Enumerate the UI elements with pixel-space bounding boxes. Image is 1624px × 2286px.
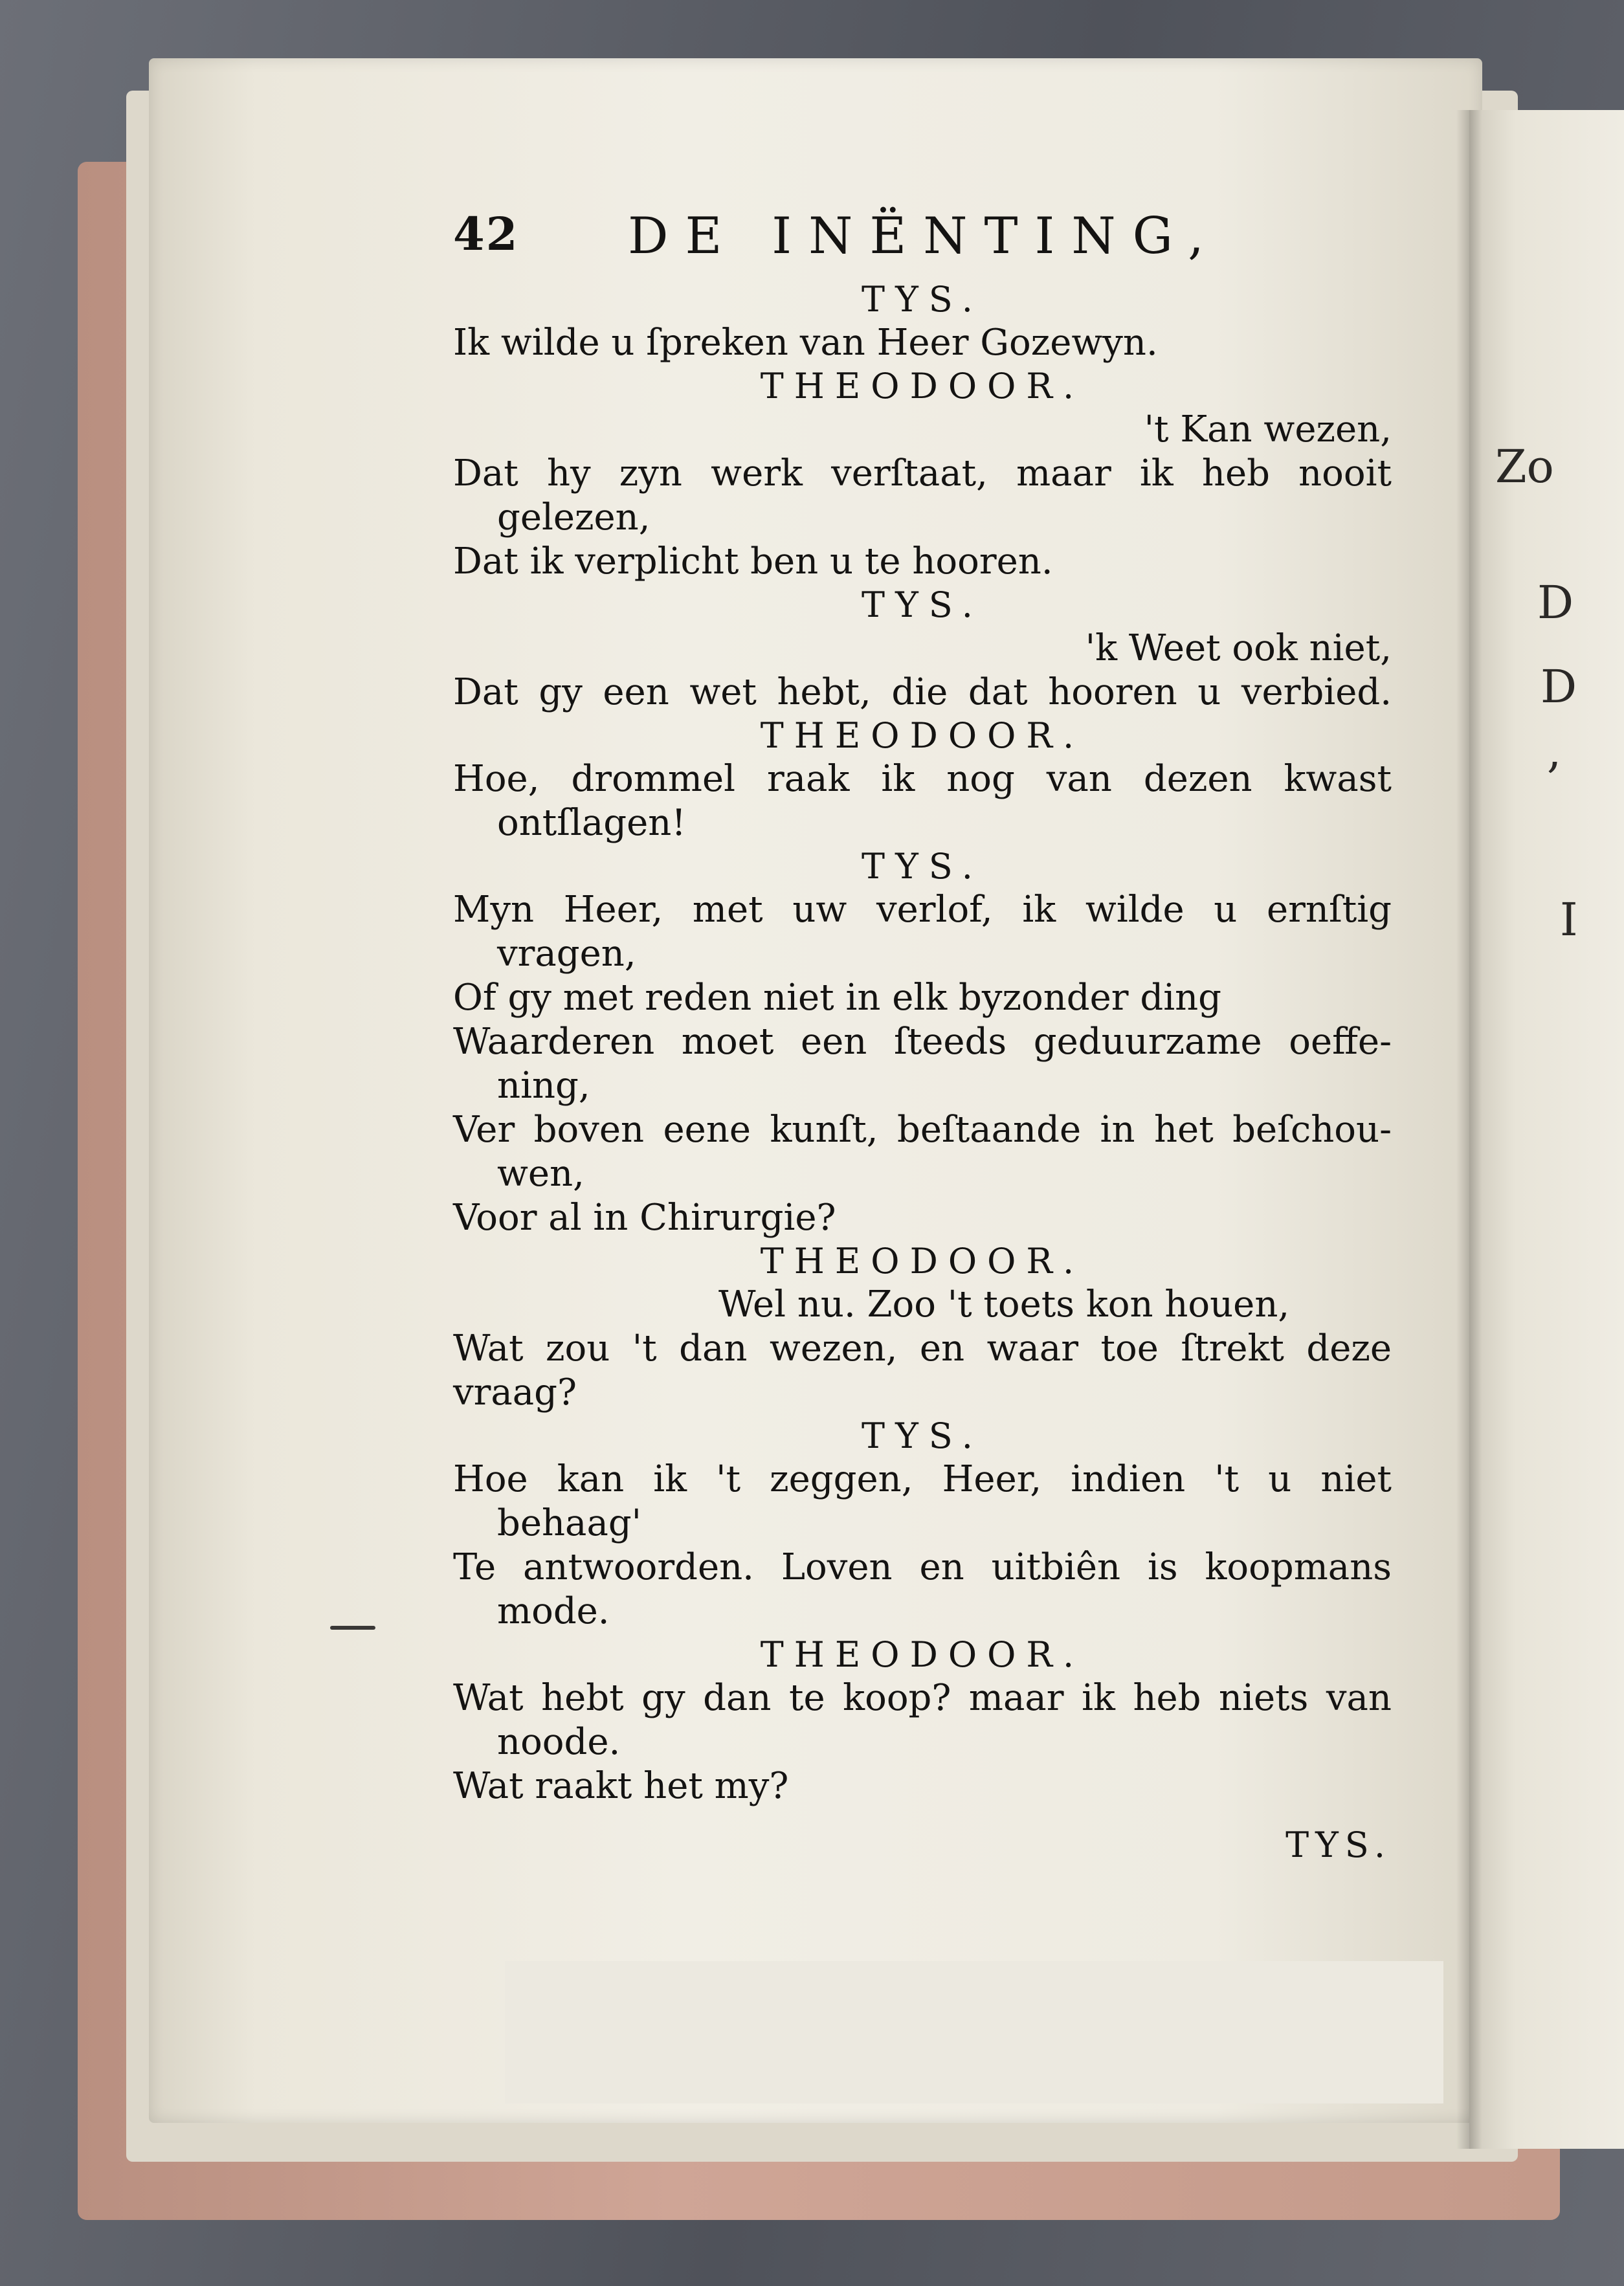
verse-line: Of gy met reden niet in elk byzonder ding: [453, 977, 1222, 1019]
verse-line: behaag': [497, 1502, 642, 1544]
facing-page-fragment: ,: [1547, 725, 1562, 778]
verse-line: gelezen,: [497, 496, 651, 538]
verse-line: Waarderen moet een ſteeds geduurzame oeffe-: [453, 1021, 1392, 1063]
speaker-name: TYS.: [862, 846, 983, 887]
page-number: 42: [453, 207, 519, 261]
verse-line: wen,: [497, 1153, 584, 1195]
speaker-name: THEODOOR.: [760, 1241, 1085, 1282]
speaker-name: TYS.: [862, 279, 983, 320]
verse-line: noode.: [497, 1721, 621, 1763]
verse-line: Ik wilde u ſpreken van Heer Gozewyn.: [453, 322, 1158, 364]
running-head: [453, 207, 1392, 278]
verse-line: Hoe kan ik 't zeggen, Heer, indien 't u niet: [453, 1458, 1392, 1500]
speaker-name: TYS.: [1285, 1825, 1392, 1865]
verse-line: Dat ik verplicht ben u te hooren.: [453, 540, 1053, 583]
verse-line: mode.: [497, 1590, 610, 1632]
verse-line: Hoe, drommel raak ik nog van dezen kwast: [453, 758, 1392, 800]
margin-mark: [330, 1626, 375, 1630]
verse-line: vragen,: [497, 933, 636, 975]
verse-line: Voor al in Chirurgie?: [453, 1197, 836, 1239]
play-text-lines: [453, 278, 1392, 1867]
verse-line: Wel nu. Zoo 't toets kon houen,: [718, 1283, 1290, 1326]
verse-line: ontſlagen!: [497, 802, 686, 844]
verse-line: Wat hebt gy dan te koop? maar ik heb niets van: [453, 1677, 1392, 1719]
verse-line: Wat zou 't dan wezen, en waar toe ſtrekt deze: [453, 1327, 1392, 1370]
verse-line: 'k Weet ook niet,: [1085, 627, 1392, 669]
facing-page-fragment: Zo: [1495, 440, 1554, 493]
speaker-name: THEODOOR.: [760, 715, 1085, 756]
speaker-name: TYS.: [862, 584, 983, 625]
speaker-name: THEODOOR.: [760, 1634, 1085, 1675]
verse-line: Wat raakt het my?: [453, 1765, 789, 1807]
facing-page-fragment: D: [1537, 576, 1574, 629]
verse-line: Dat hy zyn werk verſtaat, maar ik heb nooit: [453, 452, 1392, 494]
verse-line: vraag?: [453, 1371, 577, 1414]
facing-page-text: [1469, 0, 1624, 2286]
page-bottom-area: [505, 1961, 1443, 2103]
speaker-name: THEODOOR.: [760, 366, 1085, 406]
verse-line: Myn Heer, met uw verlof, ik wilde u ernſtig: [453, 889, 1392, 931]
verse-line: Ver boven eene kunſt, beſtaande in het beſchou-: [453, 1109, 1392, 1151]
verse-line: ning,: [497, 1065, 590, 1107]
verse-line: Dat gy een wet hebt, die dat hooren u verbied.: [453, 671, 1392, 713]
running-title: DE INËNTING,: [628, 207, 1221, 265]
verse-line: Te antwoorden. Loven en uitbiên is koopmans: [453, 1546, 1392, 1588]
verse-line: 't Kan wezen,: [1144, 408, 1392, 450]
facing-page-fragment: D: [1541, 660, 1577, 713]
speaker-name: TYS.: [862, 1415, 983, 1456]
facing-page-fragment: I: [1560, 893, 1578, 946]
page-text: [453, 207, 1392, 1867]
